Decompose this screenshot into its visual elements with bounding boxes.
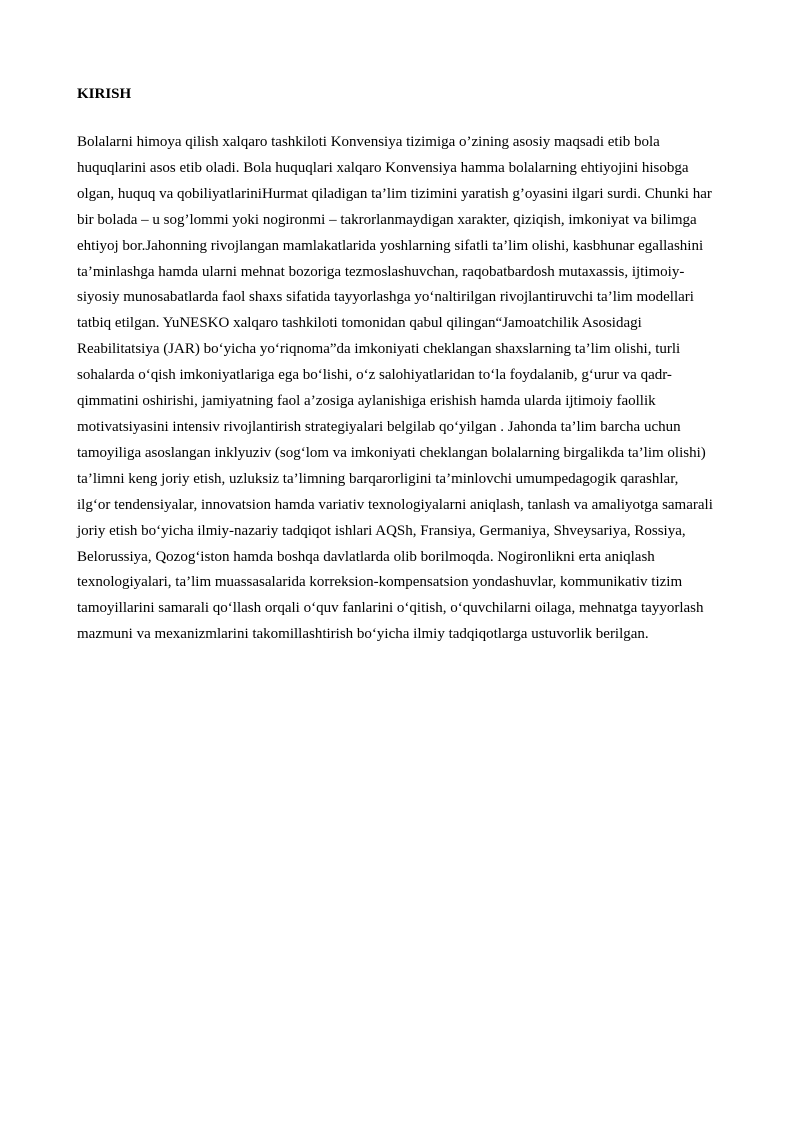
paragraph-line: Belorussiya, Qozog‘iston hamda boshqa davlatlarda olib borilmoqda. Nogironlikni erta aniqlash [77, 548, 655, 565]
paragraph-line: ta’minlashga hamda ularni mehnat bozoriga tezmoslashuvchan, raqobatbardosh mutaxassis, ijtimoiy- [77, 263, 685, 280]
paragraph-line: qimmatini oshirishi, jamiyatning faol a’zosiga aylanishiga erishish hamda ularda ijtimoiy faollik [77, 393, 656, 410]
paragraph-line: tamoyillarini samarali qo‘llash orqali o‘quv fanlarini o‘qitish, o‘quvchilarni oilaga, mehnatga tayyorlash [77, 600, 704, 617]
intro-paragraph [77, 130, 767, 648]
paragraph-line: tamoyiliga asoslangan inklyuziv (sog‘lom va imkoniyati cheklangan bolalarning birgalikda ta’lim olishi) [77, 444, 706, 461]
paragraph-line: sohalarda o‘qish imkoniyatlariga ega bo‘lishi, o‘z salohiyatlaridan to‘la foydalanib, g‘urur va qadr- [77, 367, 672, 384]
paragraph-line: Reabilitatsiya (JAR) bo‘yicha yo‘riqnoma”da imkoniyati cheklangan shaxslarning ta’lim olishi, turli [77, 341, 681, 358]
paragraph-line: tatbiq etilgan. YuNESKO xalqaro tashkiloti tomonidan qabul qilingan“Jamoatchilik Asosidagi [77, 315, 642, 332]
paragraph-line: texnologiyalari, ta’lim muassasalarida korreksion-kompensatsion yondashuvlar, kommunikativ tizim [77, 574, 683, 591]
paragraph-line: bir bolada – u sog’lommi yoki nogironmi – takrorlanmaydigan xarakter, qiziqish, imkoniyat va bilimga [77, 211, 697, 228]
paragraph-line: ehtiyoj bor.Jahonning rivojlangan mamlakatlarida yoshlarning sifatli ta’lim olishi, kasbhunar egallashini [77, 237, 704, 254]
paragraph-line: siyosiy munosabatlarda faol shaxs sifatida tayyorlashga yo‘naltirilgan rivojlantiruvchi ta’lim modellari [77, 289, 694, 306]
paragraph-line: motivatsiyasini intensiv rivojlantirish strategiyalari belgilab qo‘yilgan . Jahonda ta’lim barcha uchun [77, 418, 681, 435]
paragraph-line: ilg‘or tendensiyalar, innovatsion hamda variativ texnologiyalarni aniqlash, tanlash va amaliyotga samarali [77, 496, 713, 513]
paragraph-line: Bolalarni himoya qilish xalqaro tashkiloti Konvensiya tizimiga o’zining asosiy maqsadi etib bola [77, 134, 660, 150]
paragraph-line: mazmuni va mexanizmlarini takomillashtirish bo‘yicha ilmiy tadqiqotlarga ustuvorlik berilgan. [77, 626, 649, 643]
paragraph-line: ta’limni keng joriy etish, uzluksiz ta’limning barqarorligini ta’minlovchi umumpedagogik qarashlar, [77, 470, 679, 487]
section-heading: KIRISH [77, 86, 132, 102]
paragraph-line: huquqlarini asos etib oladi. Bola huquqlari xalqaro Konvensiya hamma bolalarning ehtiyojini hisobga [77, 159, 689, 176]
paragraph-line: joriy etish bo‘yicha ilmiy-nazariy tadqiqot ishlari AQSh, Fransiya, Germaniya, Shveysariya, Rossiya, [77, 522, 686, 539]
paragraph-line: olgan, huquq va qobiliyatlariniHurmat qiladigan ta’lim tizimini yaratish g’oyasini ilgari surdi. Chunki har [77, 185, 712, 202]
